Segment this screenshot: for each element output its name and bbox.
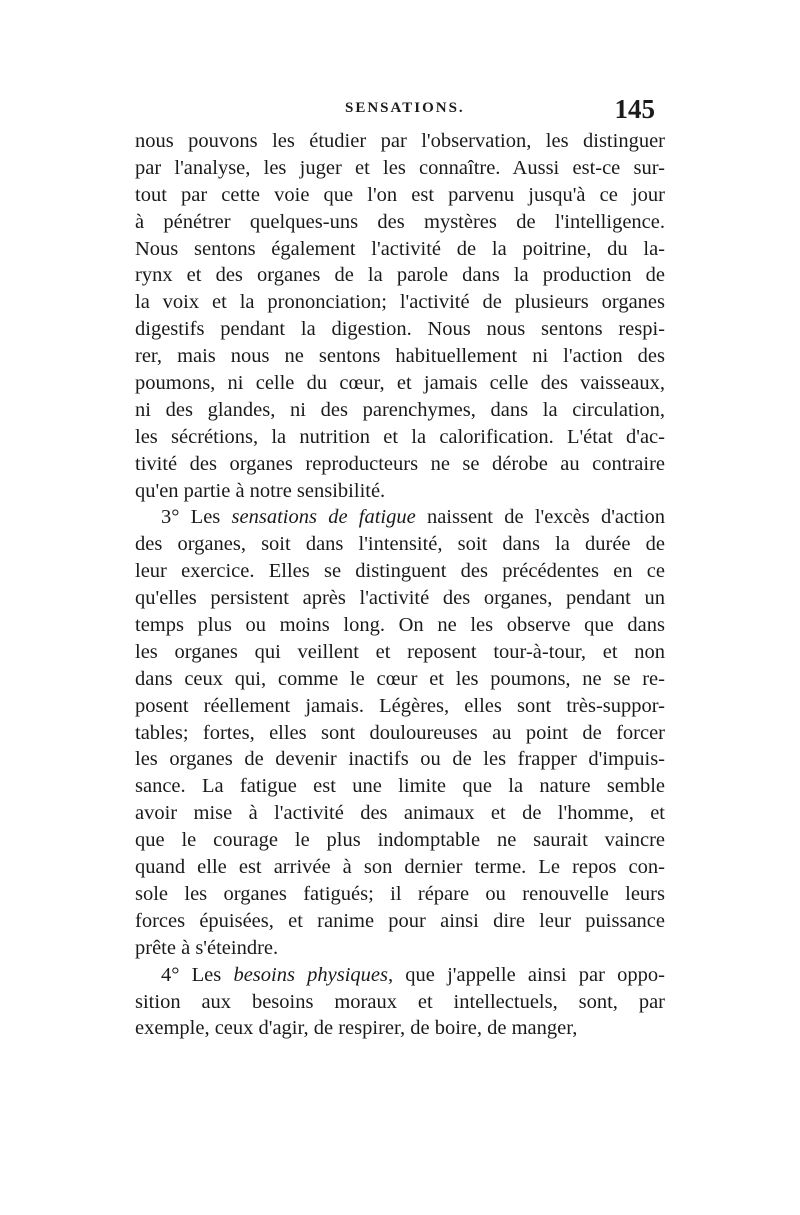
running-title: SENSATIONS. [345,100,465,116]
text-line: Nous sentons également l'activité de la poitrine, du la- [135,237,665,260]
text-line: nous pouvons les étudier par l'observation, les distinguer [135,130,665,152]
text-line: sance. La fatigue est une limite que la nature semble [135,775,665,798]
line-segment: naissent de l'excès d'action [415,506,666,529]
text-line: avoir mise à l'activité des animaux et de l'homme, et [135,802,665,825]
text-line: exemple, ceux d'agir, de respirer, de boire, de manger, [135,1017,578,1040]
text-line [135,962,665,989]
text-line: les sécrétions, la nutrition et la calorification. L'état d'ac- [135,425,665,448]
text-line: que le courage le plus indomptable ne saurait vaincre [135,829,665,852]
text-line: leur exercice. Elles se distinguent des précédentes en ce [135,560,665,583]
text-line: rer, mais nous ne sentons habituellement ni l'action des [135,345,665,368]
text-line: la voix et la prononciation; l'activité de plusieurs organes [135,291,665,314]
text-line: les organes qui veillent et reposent tour-à-tour, et non [135,640,665,663]
text-line: posent réellement jamais. Légères, elles sont très-suppor- [135,694,665,717]
text-line: sole les organes fatigués; il répare ou renouvelle leurs [135,882,665,905]
line-segment: , que j'appelle ainsi par oppo- [387,963,665,986]
text-line: qu'elles persistent après l'activité des organes, pendant un [135,587,665,610]
text-line: tivité des organes reproducteurs ne se dérobe au contraire [135,452,665,475]
text-line: ni des glandes, ni des parenchymes, dans la circulation, [135,398,665,421]
text-line: qu'en partie à notre sensibilité. [135,479,386,502]
text-line: digestifs pendant la digestion. Nous nous sentons respi- [135,318,665,341]
text-line: à pénétrer quelques-uns des mystères de l'intelligence. [135,210,665,233]
text-line: rynx et des organes de la parole dans la production de [135,264,665,287]
text-line: dans ceux qui, comme le cœur et les poumons, ne se re- [135,667,665,690]
text-line: forces épuisées, et ranime pour ainsi dire leur puissance [135,909,665,932]
text-line: poumons, ni celle du cœur, et jamais celle des vaisseaux, [135,372,665,395]
emphasized-term: besoins physiques [233,963,388,986]
page-header [135,94,655,128]
body-text [135,128,665,1042]
text-line: tables; fortes, elles sont douloureuses au point de forcer [135,721,665,744]
text-line: les organes de devenir inactifs ou de les frapper d'impuis- [135,748,665,771]
text-line: prête à s'éteindre. [135,936,279,959]
text-line: sition aux besoins moraux et intellectuels, sont, par [135,990,665,1013]
text-line: par l'analyse, les juger et les connaître. Aussi est-ce sur- [135,156,665,179]
text-line: tout par cette voie que l'on est parvenu jusqu'à ce jour [135,183,665,206]
text-line: quand elle est arrivée à son dernier terme. Le repos con- [135,856,665,879]
text-line: temps plus ou moins long. On ne les observe que dans [135,614,665,637]
text-line: des organes, soit dans l'intensité, soit dans la durée de [135,533,665,556]
line-segment: 4° Les [161,963,234,986]
emphasized-term: sensations de fatigue [231,506,416,529]
text-line [135,504,665,531]
line-segment: 3° Les [161,506,232,529]
page-number: 145 [614,94,655,124]
